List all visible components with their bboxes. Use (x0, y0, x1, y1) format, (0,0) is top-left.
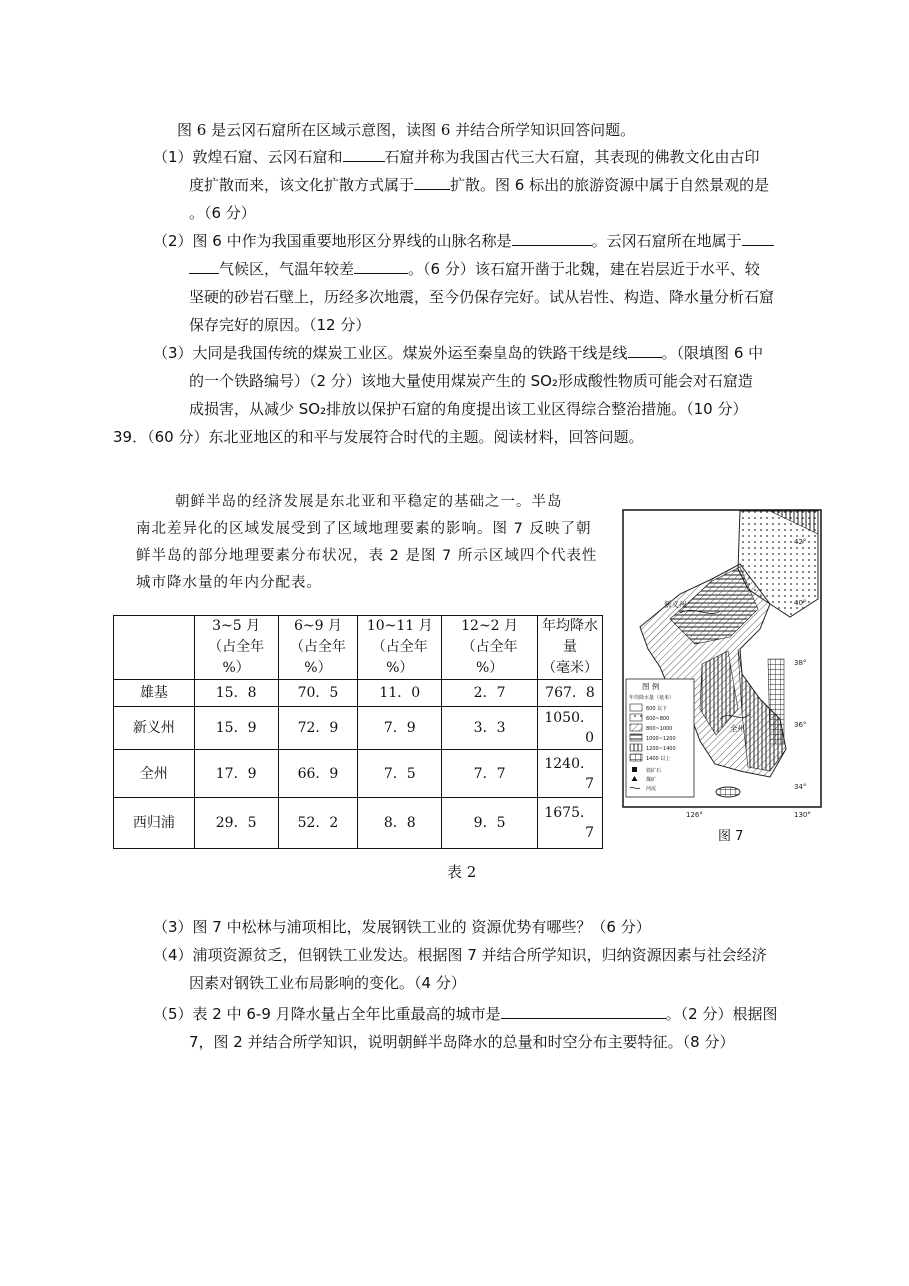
material-line-1: 朝鲜半岛的经济发展是东北亚和平稳定的基础之一。半岛 (175, 494, 563, 510)
q-4-line-1: （4）浦项资源贫乏，但钢铁工业发达。根据图 7 并结合所学知识，归纳资源因素与社会经济 (153, 946, 767, 964)
answer-blank[interactable] (501, 1004, 666, 1019)
iron-ore-symbol (632, 767, 637, 772)
lat-label: 40° (794, 599, 807, 607)
value-cell: 72．9 (278, 707, 358, 750)
city-cell: 西归浦 (114, 798, 195, 849)
figure-caption: 图 7 (718, 829, 744, 844)
q2-line-4: 保存完好的原因。（12 分） (189, 316, 371, 334)
answer-blank[interactable] (414, 175, 450, 190)
legend-item: 铁矿石 (646, 768, 662, 774)
lon-label: 126° (686, 811, 703, 819)
legend-item: 600~800 (646, 716, 670, 722)
value-cell: 17．9 (194, 750, 278, 798)
lon-label: 130° (794, 811, 811, 819)
table-header: 10~11 月 （占全年 %） (358, 616, 442, 680)
table-row (114, 798, 603, 849)
value-cell: 29．5 (194, 798, 278, 849)
table-header: 12~2 月 （占全年 %） (442, 616, 538, 680)
q2-line-1: （2）图 6 中作为我国重要地形区分界线的山脉名称是 。云冈石窟所在地属于 (153, 231, 774, 251)
q3-line-3: 成损害，从减少 SO₂排放以保护石窟的角度提出该工业区得综合整治措施。（10 分） (189, 400, 748, 418)
legend-item: 煤矿 (646, 777, 657, 783)
value-cell: 52．2 (278, 798, 358, 849)
value-cell: 7．7 (442, 750, 538, 798)
lat-label: 42° (794, 538, 807, 546)
table-row (114, 707, 603, 750)
jeju-island (716, 787, 740, 797)
q2-line-3: 坚硬的砂岩石壁上，历经多次地震，至今仍保存完好。试从岩性、构造、降水量分析石窟 (189, 288, 775, 306)
table-header-blank (114, 616, 195, 680)
table-row (114, 750, 603, 798)
answer-blank[interactable] (343, 147, 385, 162)
precipitation-table (113, 615, 603, 849)
value-cell: 7．5 (358, 750, 442, 798)
value-cell: 15．9 (194, 707, 278, 750)
legend-subtitle: 年均降水量（毫米） (629, 695, 675, 701)
legend-item: 1200~1400 (646, 746, 676, 752)
answer-blank[interactable] (628, 343, 662, 358)
q-4-line-2: 因素对钢铁工业布局影响的变化。（4 分） (189, 974, 466, 992)
lat-label: 34° (794, 783, 807, 791)
answer-blank[interactable] (742, 231, 774, 246)
city-label: 新义州 (664, 600, 687, 609)
q3-line-1: （3）大同是我国传统的煤炭工业区。煤炭外运至秦皇岛的铁路干线是线 。（限填图 6 中 (153, 344, 764, 362)
city-label: 全州 (730, 724, 745, 733)
annual-cell: 1240． 7 (537, 750, 602, 798)
table-header: 年均降水 量 （毫米） (537, 616, 602, 680)
legend-item: 800~1000 (646, 726, 673, 732)
annual-cell: 1675． 7 (537, 798, 602, 849)
legend-item: 1400 以上 (646, 756, 671, 762)
city-cell: 全州 (114, 750, 195, 798)
value-cell: 70．5 (278, 680, 358, 707)
legend-item: 河流 (646, 786, 657, 792)
value-cell: 7．9 (358, 707, 442, 750)
table-header: 6~9 月 （占全年 %） (278, 616, 358, 680)
answer-blank[interactable] (512, 231, 592, 246)
city-cell: 雄基 (114, 680, 195, 707)
table-caption: 表 2 (447, 863, 477, 881)
table-header-row (114, 616, 603, 680)
question-39: 39．（60 分）东北亚地区的和平与发展符合时代的主题。阅读材料，回答问题。 (113, 428, 644, 446)
table-header: 3~5 月 （占全年 %） (194, 616, 278, 680)
q3-line-2: 的一个铁路编号）（2 分）该地大量使用煤炭产生的 SO₂形成酸性物质可能会对石窟造 (189, 372, 753, 390)
material-line-3: 鲜半岛的部分地理要素分布状况，表 2 是图 7 所示区域四个代表性 (136, 548, 598, 564)
value-cell: 9．5 (442, 798, 538, 849)
legend-item: 1000~1200 (646, 736, 676, 742)
q-5-line-2: 7，图 2 并结合所学知识，说明朝鲜半岛降水的总量和时空分布主要特征。（8 分） (189, 1033, 735, 1051)
material-line-2: 南北差异化的区域发展受到了区域地理要素的影响。图 7 反映了朝 (136, 521, 592, 537)
q2-line-2: 气候区，气温年较差 。（6 分）该石窟开凿于北魏，建在岩层近于水平、较 (189, 259, 760, 279)
q-5-line-1: （5）表 2 中 6-9 月降水量占全年比重最高的城市是 。（2 分）根据图 (153, 1005, 778, 1023)
value-cell: 11．0 (358, 680, 442, 707)
value-cell: 2．7 (442, 680, 538, 707)
annual-cell: 767．8 (537, 680, 602, 707)
korea-precipitation-map (620, 509, 824, 849)
q-3b: （3）图 7 中松林与浦项相比，发展钢铁工业的 资源优势有哪些？（6 分） (153, 918, 651, 936)
answer-blank[interactable] (354, 259, 408, 274)
city-cell: 新义州 (114, 707, 195, 750)
q1-line-3: 。（6 分） (189, 204, 256, 222)
q1-line-1: （1）敦煌石窟、云冈石窟和 石窟并称为我国古代三大石窟，其表现的佛教文化由古印 (153, 148, 760, 166)
legend-item: 600 以下 (646, 706, 668, 712)
lat-label: 38° (794, 659, 807, 667)
lat-label: 36° (794, 721, 807, 729)
value-cell: 8．8 (358, 798, 442, 849)
table-row (114, 680, 603, 707)
material-line-4: 城市降水量的年内分配表。 (136, 575, 322, 591)
value-cell: 66．9 (278, 750, 358, 798)
legend-title: 图 例 (642, 682, 660, 691)
value-cell: 3．3 (442, 707, 538, 750)
answer-blank[interactable] (189, 259, 219, 274)
q1-line-2: 度扩散而来，该文化扩散方式属于 扩散。图 6 标出的旅游资源中属于自然景观的是 (189, 176, 770, 194)
annual-cell: 1050． 0 (537, 707, 602, 750)
intro-text: 图 6 是云冈石窟所在区域示意图，读图 6 并结合所学知识回答问题。 (177, 121, 636, 139)
value-cell: 15．8 (194, 680, 278, 707)
